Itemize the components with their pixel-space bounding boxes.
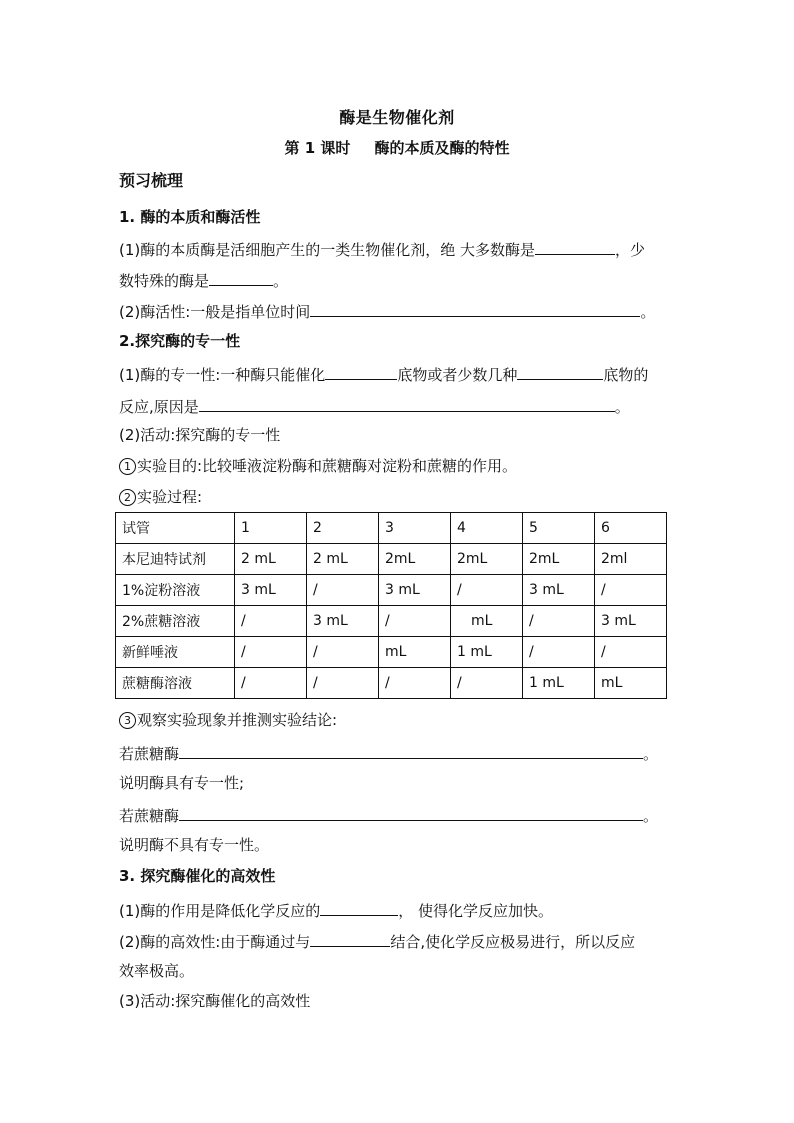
s2-conclusion4: 说明酶不具有专一性。	[119, 836, 270, 854]
s3-heading: 3. 探究酶催化的高效性	[119, 867, 276, 885]
s2-heading: 2.探究酶的专一性	[119, 332, 241, 350]
s2-conclusion3	[119, 804, 658, 826]
s3-p1	[119, 899, 553, 921]
table-cell: 新鲜唾液	[116, 637, 235, 668]
table-cell: /	[451, 575, 523, 606]
s1-p2-text-b: 。	[640, 303, 656, 321]
table-header-cell: 5	[523, 513, 595, 544]
table-header-cell: 4	[451, 513, 523, 544]
answer-blank[interactable]	[320, 899, 398, 916]
table-cell: 3 mL	[595, 606, 667, 637]
s3-p3: (3)活动:探究酶催化的高效性	[119, 992, 311, 1010]
table-cell: /	[307, 668, 379, 699]
table-cell: 2mL	[451, 544, 523, 575]
page-subtitle	[0, 137, 794, 158]
table-header-cell: 2	[307, 513, 379, 544]
table-cell: mL	[595, 668, 667, 699]
s1-p1-text-b: ，少	[615, 241, 646, 259]
answer-blank[interactable]	[325, 363, 397, 380]
table-header-cell: 试管	[116, 513, 235, 544]
s1-p2	[119, 300, 655, 322]
s1-p1-text-c: 数特殊的酶是	[119, 272, 210, 290]
step-number-2: 2	[119, 489, 136, 506]
s2-step1	[119, 456, 517, 476]
step-number-1: 1	[119, 458, 136, 475]
s2-p1-text-a: (1)酶的专一性:一种酶只能催化	[119, 366, 326, 384]
s3-p1-text-a: (1)酶的作用是降低化学反应的	[119, 902, 321, 920]
table-row	[116, 544, 667, 575]
table-header-row	[116, 513, 667, 544]
s2-conclusion2: 说明酶具有专一性;	[119, 774, 245, 792]
table-header-cell: 1	[235, 513, 307, 544]
s2-p1-text-d: 反应,原因是	[119, 398, 199, 416]
table-header-cell: 3	[379, 513, 451, 544]
table-cell: /	[235, 606, 307, 637]
table-header-cell: 6	[595, 513, 667, 544]
s2-p2: (2)活动:探究酶的专一性	[119, 426, 281, 444]
table-cell: /	[379, 606, 451, 637]
table-cell: 1%淀粉溶液	[116, 575, 235, 606]
table-cell: 2 mL	[307, 544, 379, 575]
s1-p1-line2	[119, 269, 288, 291]
table-cell: mL	[379, 637, 451, 668]
table-cell: 2ml	[595, 544, 667, 575]
s3-p2-line2: 效率极高。	[119, 962, 195, 980]
s3-p1-text-b: ， 使得化学反应加快。	[398, 902, 554, 920]
table-row	[116, 575, 667, 606]
s2-step2	[119, 487, 202, 507]
answer-blank[interactable]	[517, 363, 603, 380]
table-cell: 1 mL	[523, 668, 595, 699]
s2-p1-text-b: 底物或者少数几种	[397, 366, 518, 384]
table-cell: 2mL	[523, 544, 595, 575]
lesson-topic: 酶的本质及酶的特性	[374, 139, 510, 157]
table-cell: /	[307, 575, 379, 606]
table-cell: 3 mL	[235, 575, 307, 606]
table-cell: 1 mL	[451, 637, 523, 668]
table-cell: 本尼迪特试剂	[116, 544, 235, 575]
table-cell: /	[523, 606, 595, 637]
s2-p1-text-c: 底物的	[603, 366, 649, 384]
table-cell: /	[451, 668, 523, 699]
s1-p2-text-a: (2)酶活性:一般是指单位时间	[119, 303, 311, 321]
s3-p2-text-a: (2)酶的高效性:由于酶通过与	[119, 933, 311, 951]
table-cell: 3 mL	[307, 606, 379, 637]
table-cell: 2%蔗糖溶液	[116, 606, 235, 637]
answer-blank[interactable]	[535, 238, 615, 255]
experiment-table	[115, 512, 667, 699]
table-row	[116, 606, 667, 637]
s2-c3-text-a: 若蔗糖酶	[119, 807, 180, 825]
answer-blank[interactable]	[310, 930, 390, 947]
s3-p2-line1	[119, 930, 635, 952]
answer-blank[interactable]	[179, 742, 643, 759]
s2-step2-text: 实验过程:	[137, 488, 203, 506]
answer-blank[interactable]	[209, 269, 273, 286]
table-cell: /	[595, 637, 667, 668]
section-heading: 预习梳理	[119, 171, 184, 190]
table-cell: /	[307, 637, 379, 668]
table-cell: 蔗糖酶溶液	[116, 668, 235, 699]
s2-c1-text-a: 若蔗糖酶	[119, 745, 180, 763]
s1-p1-text-d: 。	[273, 272, 289, 290]
s2-c1-text-b: 。	[643, 745, 659, 763]
table-cell: /	[379, 668, 451, 699]
s2-c3-text-b: 。	[643, 807, 659, 825]
table-row	[116, 668, 667, 699]
s2-step3-text: 观察实验现象并推测实验结论:	[137, 711, 338, 729]
s2-conclusion1	[119, 742, 658, 764]
table-cell: /	[235, 668, 307, 699]
table-cell: 2 mL	[235, 544, 307, 575]
s3-p2-text-b: 结合,使化学反应极易进行，所以反应	[390, 933, 636, 951]
s2-step3	[119, 710, 337, 730]
page-title: 酶是生物催化剂	[339, 108, 455, 127]
lesson-label: 第 1 课时	[284, 139, 351, 157]
s2-p1-line1	[119, 363, 648, 385]
table-cell: /	[523, 637, 595, 668]
s1-heading: 1. 酶的本质和酶活性	[119, 208, 261, 226]
table-row	[116, 637, 667, 668]
table-cell: 3 mL	[523, 575, 595, 606]
table-cell: 3 mL	[379, 575, 451, 606]
s1-p1-line1	[119, 238, 645, 260]
answer-blank[interactable]	[310, 300, 640, 317]
step-number-3: 3	[119, 712, 136, 729]
table-cell: mL	[451, 606, 523, 637]
s2-p1-line2	[119, 395, 630, 417]
table-cell: /	[235, 637, 307, 668]
s2-p1-text-e: 。	[614, 398, 630, 416]
answer-blank[interactable]	[179, 804, 643, 821]
s2-step1-text: 实验目的:比较唾液淀粉酶和蔗糖酶对淀粉和蔗糖的作用。	[137, 457, 518, 475]
table-cell: /	[595, 575, 667, 606]
answer-blank[interactable]	[199, 395, 615, 412]
s1-p1-text-a: (1)酶的本质酶是活细胞产生的一类生物催化剂，绝 大多数酶是	[119, 241, 536, 259]
table-cell: 2mL	[379, 544, 451, 575]
